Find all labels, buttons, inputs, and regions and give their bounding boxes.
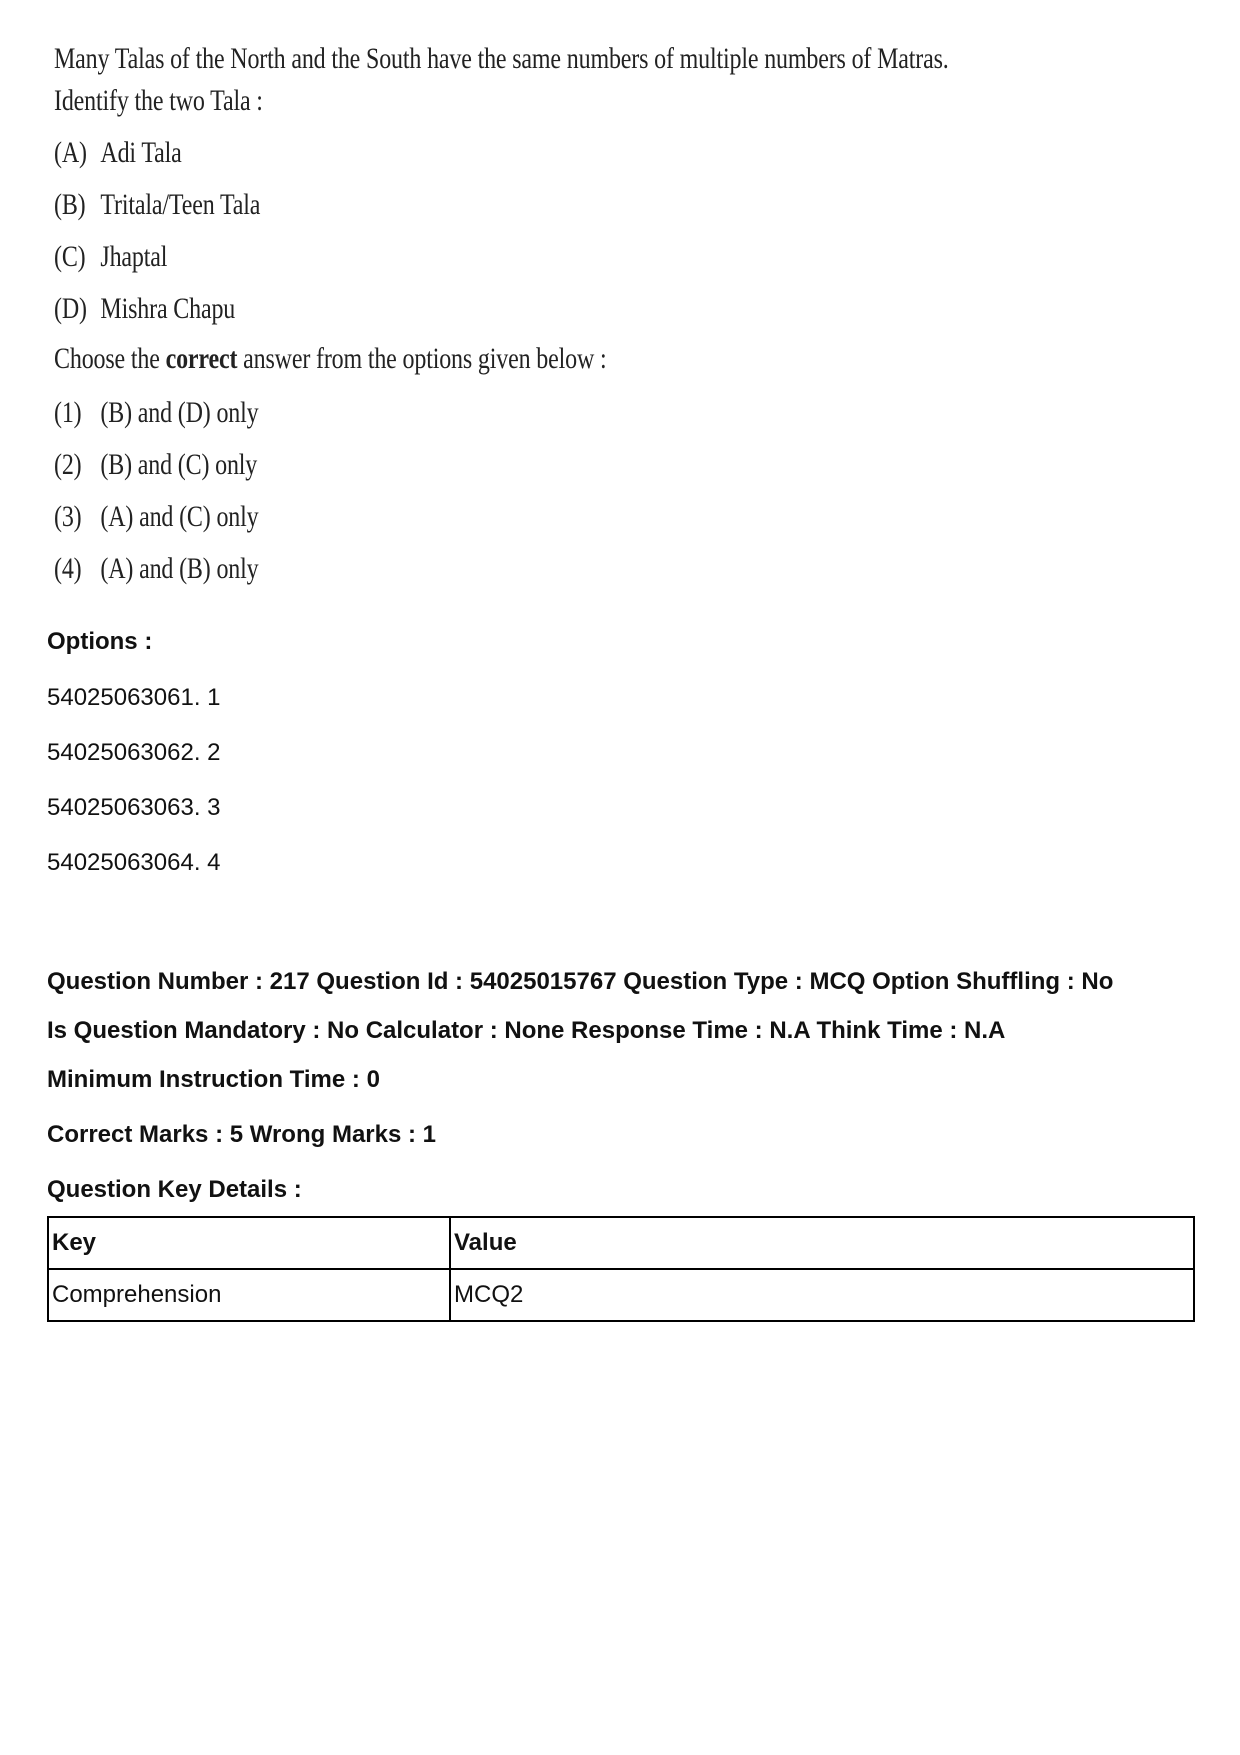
statement-label: (C) [54,240,86,273]
choice-2 [54,448,257,482]
statement-c [54,240,167,274]
choice-text: (A) and (B) only [100,552,259,585]
choice-text: (B) and (C) only [100,448,258,481]
question-stem-line-2: Identify the two Tala : [54,84,263,117]
choice-label: (1) [54,396,82,429]
statement-text: Mishra Chapu [100,292,236,325]
choice-3 [54,500,258,534]
question-stem-line-1: Many Talas of the North and the South have the same numbers of multiple numbers of Matras. [54,42,949,75]
statement-b [54,188,260,222]
table-row [48,1269,1194,1321]
answer-instruction [54,342,606,376]
table-header-key: Key [48,1217,450,1269]
table-cell-key: Comprehension [48,1269,450,1321]
statement-text: Adi Tala [100,136,182,169]
options-heading: Options : [47,628,153,655]
option-item: 54025063061. 1 [47,684,221,711]
choice-label: (3) [54,500,82,533]
statement-text: Tritala/Teen Tala [100,188,261,221]
instruction-pre: Choose the [54,342,160,375]
statement-a [54,136,182,170]
instruction-post: answer from the options given below : [243,342,607,375]
question-meta-line-2: Is Question Mandatory : No Calculator : None Response Time : N.A Think Time : N.A [47,1017,1006,1044]
statement-label: (B) [54,188,86,221]
key-details-heading: Question Key Details : [47,1176,302,1203]
choice-1 [54,396,258,430]
marks-line: Correct Marks : 5 Wrong Marks : 1 [47,1121,437,1148]
instruction-bold: correct [165,342,238,375]
choice-text: (B) and (D) only [100,396,259,429]
statement-label: (A) [54,136,87,169]
choice-text: (A) and (C) only [100,500,259,533]
table-header-value: Value [450,1217,1194,1269]
key-details-table [47,1216,1195,1322]
choice-label: (2) [54,448,82,481]
choice-4 [54,552,258,586]
question-meta-line-1: Question Number : 217 Question Id : 54025015767 Question Type : MCQ Option Shuffling : No [47,968,1114,995]
statement-text: Jhaptal [100,240,168,273]
option-item: 54025063063. 3 [47,794,221,821]
option-item: 54025063062. 2 [47,739,221,766]
table-cell-value: MCQ2 [450,1269,1194,1321]
table-header-row [48,1217,1194,1269]
question-meta-line-3: Minimum Instruction Time : 0 [47,1066,380,1093]
option-item: 54025063064. 4 [47,849,221,876]
statement-label: (D) [54,292,87,325]
choice-label: (4) [54,552,82,585]
statement-d [54,292,235,326]
